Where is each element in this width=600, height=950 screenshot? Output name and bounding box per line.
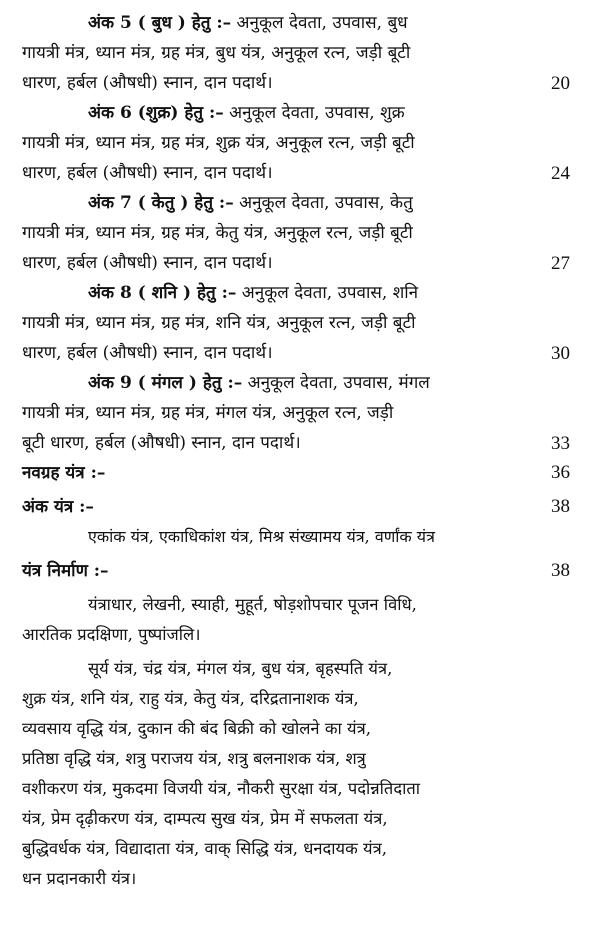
entry-text: धारण, हर्बल (औषधी) स्नान, दान पदार्थ।	[22, 73, 273, 93]
yantra-nirman-materials	[22, 590, 574, 650]
para-line: यंत्र, प्रेम दृढ़ीकरण यंत्र, दाम्पत्य सुख यंत्र, प्रेम में सफलता यंत्र,	[22, 809, 388, 828]
para-line: शुक्र यंत्र, शनि यंत्र, राहु यंत्र, केतु यंत्र, दरिद्रतानाशक यंत्र,	[22, 689, 359, 708]
page-number: 38	[551, 560, 570, 581]
entry-text: गायत्री मंत्र, ध्यान मंत्र, ग्रह मंत्र, शनि यंत्र, अनुकूल रत्न, जड़ी बूटी	[22, 313, 416, 333]
entry-label: अंक 8 ( शनि ) हेतु :–	[88, 283, 237, 303]
toc-heading-yantra-nirman[interactable]	[22, 556, 574, 586]
toc-heading-navagraha-yantra[interactable]	[22, 458, 574, 488]
entry-text: गायत्री मंत्र, ध्यान मंत्र, ग्रह मंत्र, केतु यंत्र, अनुकूल रत्न, जड़ी बूटी	[22, 223, 413, 243]
para-line: व्यवसाय वृद्धि यंत्र, दुकान की बंद बिक्री को खोलने का यंत्र,	[22, 719, 371, 738]
entry-label: अंक 5 ( बुध ) हेतु :–	[88, 13, 232, 33]
entry-text: अनुकूल देवता, उपवास, शनि	[236, 283, 419, 303]
ank-yantra-subitems: एकांक यंत्र, एकाधिकांश यंत्र, मिश्र संख्यामय यंत्र, वर्णांक यंत्र	[88, 527, 435, 546]
entry-label: अंक 9 ( मंगल ) हेतु :–	[88, 373, 243, 393]
para-line: वशीकरण यंत्र, मुकदमा विजयी यंत्र, नौकरी सुरक्षा यंत्र, पदोन्नतिदाता	[22, 779, 421, 798]
entry-text: गायत्री मंत्र, ध्यान मंत्र, ग्रह मंत्र, मंगल यंत्र, अनुकूल रत्न, जड़ी	[22, 403, 394, 423]
page-number: 24	[551, 163, 570, 184]
para-line: आरतिक प्रदक्षिणा, पुष्पांजलि।	[22, 625, 201, 644]
entry-text: अनुकूल देवता, उपवास, शुक्र	[223, 103, 405, 123]
entry-label: अंक 6 (शुक्र) हेतु :–	[88, 103, 224, 123]
page-number: 36	[551, 462, 570, 483]
entry-text: धारण, हर्बल (औषधी) स्नान, दान पदार्थ।	[22, 343, 273, 363]
page-number: 33	[551, 433, 570, 454]
page-number: 27	[551, 253, 570, 274]
entry-text: अनुकूल देवता, उपवास, मंगल	[242, 373, 430, 393]
toc-entry-ank-9[interactable]	[22, 368, 574, 458]
entry-text: गायत्री मंत्र, ध्यान मंत्र, ग्रह मंत्र, बुध यंत्र, अनुकूल रत्न, जड़ी बूटी	[22, 43, 411, 63]
toc-entry-ank-8[interactable]	[22, 278, 574, 368]
page-number: 38	[551, 496, 570, 517]
entry-text: बूटी धारण, हर्बल (औषधी) स्नान, दान पदार्थ।	[22, 433, 301, 453]
yantra-list	[22, 654, 574, 894]
para-line: सूर्य यंत्र, चंद्र यंत्र, मंगल यंत्र, बुध यंत्र, बृहस्पति यंत्र,	[88, 659, 393, 678]
toc-entry-ank-5[interactable]	[22, 8, 574, 98]
entry-text: धारण, हर्बल (औषधी) स्नान, दान पदार्थ।	[22, 163, 273, 183]
para-line: प्रतिष्ठा वृद्धि यंत्र, शत्रु पराजय यंत्र, शत्रु बलनाशक यंत्र, शत्रु	[22, 749, 366, 768]
entry-text: धारण, हर्बल (औषधी) स्नान, दान पदार्थ।	[22, 253, 273, 273]
heading-label: नवग्रह यंत्र :–	[22, 463, 106, 483]
toc-entry-ank-6[interactable]	[22, 98, 574, 188]
para-line: बुद्धिवर्धक यंत्र, विद्यादाता यंत्र, वाक् सिद्धि यंत्र, धनदायक यंत्र,	[22, 839, 387, 858]
page-number: 20	[551, 73, 570, 94]
entry-text: गायत्री मंत्र, ध्यान मंत्र, ग्रह मंत्र, शुक्र यंत्र, अनुकूल रत्न, जड़ी बूटी	[22, 133, 415, 153]
para-line: यंत्राधार, लेखनी, स्याही, मुहूर्त, षोड़शोपचार पूजन विधि,	[88, 595, 417, 614]
entry-text: अनुकूल देवता, उपवास, बुध	[231, 13, 408, 33]
heading-label: यंत्र निर्माण :–	[22, 561, 109, 581]
entry-text: अनुकूल देवता, उपवास, केतु	[233, 193, 413, 213]
toc-entry-ank-7[interactable]	[22, 188, 574, 278]
entry-label: अंक 7 ( केतु ) हेतु :–	[88, 193, 234, 213]
page-number: 30	[551, 343, 570, 364]
para-line: धन प्रदानकारी यंत्र।	[22, 869, 137, 888]
heading-label: अंक यंत्र :–	[22, 497, 94, 517]
toc-heading-ank-yantra[interactable]	[22, 492, 574, 522]
